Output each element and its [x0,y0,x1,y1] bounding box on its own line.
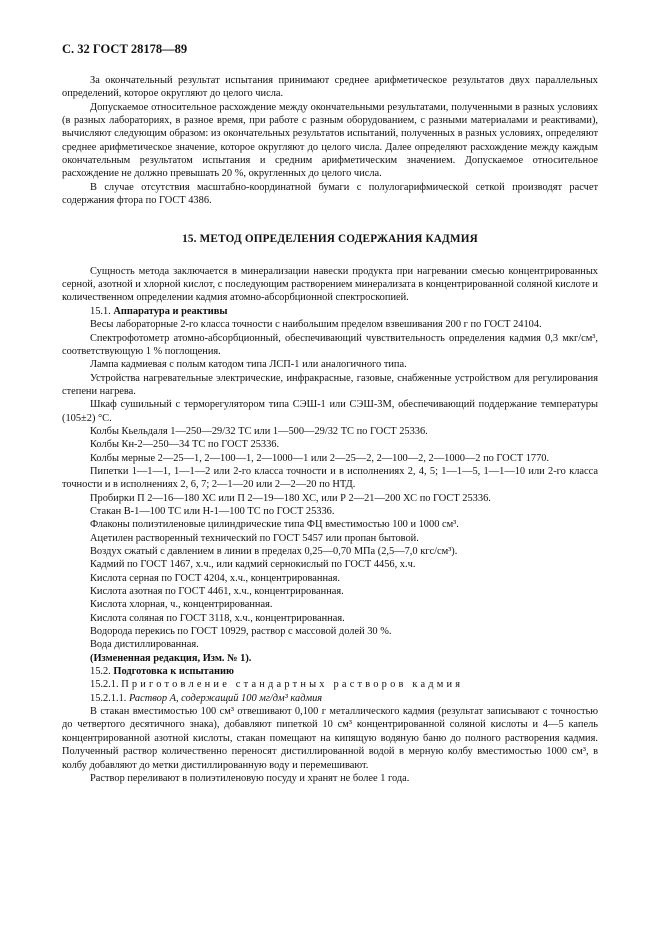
equipment-item: Воздух сжатый с давлением в линии в пределах 0,25—0,70 МПа (2,5—7,0 кгс/см³). [90,546,458,557]
subsection-number: 15.1. [90,305,111,317]
subsection-title: Раствор А, содержащий 100 мг/дм³ кадмия [128,692,323,704]
equipment-item: Кислота азотная по ГОСТ 4461, х.ч., концентрированная. [90,586,344,598]
equipment-item: Кислота хлорная, ч., концентрированная. [90,599,273,611]
intro-paragraph-3: В случае отсутствия масштабно-координатной бумаги с полулогарифмической сеткой производят расчет содержания фтора по ГОСТ 4386. [62,181,598,207]
equipment-item: Колбы Кн-2—250—34 ТС по ГОСТ 25336. [90,439,280,451]
method-essence: Сущность метода заключается в минерализации навески продукта при нагревании смесью концентрированных серной, азотной и хлорной кислот, с последующим растворением минерализата в концентрированной соляной кислоте и количественном определении кадмия атомно-абсорбционной спектроскопией. [62,265,598,304]
subsection-number: 15.2.1.1. [90,692,127,704]
subsection-title: Подготовка к испытанию [113,666,234,678]
equipment-item: Водорода перекись по ГОСТ 10929, раствор с массовой долей 30 %. [90,626,392,638]
solution-a-procedure: В стакан вместимостью 100 см³ отвешивают 0,100 г металлического кадмия (результат записывают с точностью до четвертого десятичного знака), добавляют пипеткой 10 см³ концентрированной соляной кислоты и 4—5 капель концентрированной азотной кислоты, стакан помещают на кипящую водяную баню до полного растворения кадмия. Полученный раствор количественно переносят дистиллированной водой в мерную колбу вместимостью 1000 см³, в колбу добавляют до метки дистиллированную воду и перемешивают. [62,706,598,771]
solution-storage: Раствор переливают в полиэтиленовую посуду и хранят не более 1 года. [90,772,410,784]
amendment-note: (Измененная редакция, Изм. № 1). [90,652,252,664]
section-title: 15. МЕТОД ОПРЕДЕЛЕНИЯ СОДЕРЖАНИЯ КАДМИЯ [182,233,478,246]
equipment-item: Пробирки П 2—16—180 ХС или П 2—19—180 ХС, или Р 2—21—200 ХС по ГОСТ 25336. [90,492,491,504]
subsection-15-1-heading [62,305,598,318]
equipment-item: Ацетилен растворенный технический по ГОСТ 5457 или пропан бытовой. [90,532,419,544]
page-header: С. 32 ГОСТ 28178—89 [62,42,188,56]
equipment-item: Лампа кадмиевая с полым катодом типа ЛСП-1 или аналогичного типа. [90,359,407,371]
subsection-15-2-heading [62,665,598,678]
equipment-item: Весы лабораторные 2-го класса точности с наибольшим пределом взвешивания 200 г по ГОСТ 24104. [90,319,542,331]
equipment-item: Устройства нагревательные электрические, инфракрасные, газовые, снабженные устройством для регулирования степени нагрева. [62,372,598,397]
equipment-item: Шкаф сушильный с терморегулятором типа СЭШ-1 или СЭШ-3М, обеспечивающий поддержание температуры (105±2) °С. [62,399,598,424]
equipment-item: Пипетки 1—1—1, 1—1—2 или 2-го класса точности и в исполнениях 2, 4, 5; 1—1—5, 1—1—10 или 2-го класса точности и в исполнениях 2, 6, 7; 2—1—20 или 2—2—20 по НТД. [62,465,598,491]
subsection-15-2-1-heading [62,678,598,691]
equipment-item: Колбы Кьельдаля 1—250—29/32 ТС или 1—500—29/32 ТС по ГОСТ 25336. [90,425,428,437]
document-body [62,74,598,785]
equipment-item: Вода дистиллированная. [90,639,199,651]
equipment-item: Кислота серная по ГОСТ 4204, х.ч., концентрированная. [90,572,341,584]
subsection-title: Аппаратура и реактивы [113,305,228,317]
intro-paragraph-2: Допускаемое относительное расхождение между окончательными результатами, полученными в разных условиях (в разных лабораториях, в разное время, при работе с разным оборудованием, с разными материалами и реактивами), вычисляют следующим образом: из окончательных результатов испытаний, полученных в разных условиях, определяют среднее арифметическое значение, которое округляют до целого числа. Далее определяют расхождение между каждым окончательным результатом испытания и средним арифметическим значением. Допускаемое относительное расхождение не должно превышать 20 %, округленных до целого числа. [62,101,598,180]
equipment-item: Стакан В-1—100 ТС или Н-1—100 ТС по ГОСТ 25336. [90,505,335,517]
equipment-item: Кадмий по ГОСТ 1467, х.ч., или кадмий сернокислый по ГОСТ 4456, х.ч. [90,559,416,571]
intro-paragraph-1: За окончательный результат испытания принимают среднее арифметическое результатов двух параллельных определений, которое округляют до целого числа. [62,75,598,100]
equipment-item: Флаконы полиэтиленовые цилиндрические типа ФЦ вместимостью 100 и 1000 см³. [90,519,459,531]
equipment-item: Колбы мерные 2—25—1, 2—100—1, 2—1000—1 или 2—25—2, 2—100—2, 2—1000—2 по ГОСТ 1770. [90,452,550,464]
subsection-title: Приготовление стандартных растворов кадмия [121,679,464,691]
equipment-item: Кислота соляная по ГОСТ 3118, х.ч., концентрированная. [90,612,345,624]
subsection-number: 15.2. [90,666,111,678]
equipment-item: Спектрофотометр атомно-абсорбционный, обеспечивающий чувствительность определения кадмия 0,3 мкг/см³, соответствующую 1 % поглощения. [62,332,598,357]
subsection-number: 15.2.1. [90,679,119,691]
subsection-15-2-1-1-heading [62,692,598,705]
